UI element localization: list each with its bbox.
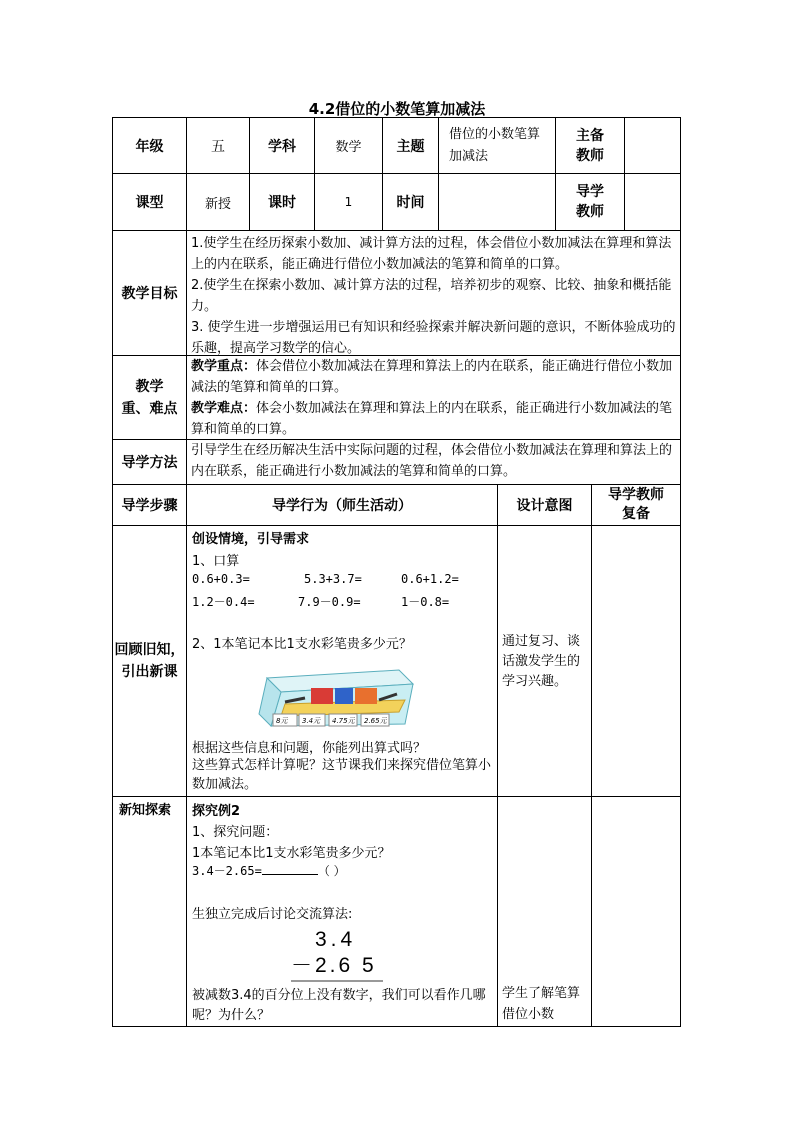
header-prep: 导学教师 复备 [591,484,681,526]
price-tag: 8元 [276,717,288,725]
guide-value-cell [624,173,681,231]
difficult-point-label: 教学难点： [191,401,257,416]
subject-value-cell: 数学 [314,117,383,174]
subject-label-cell: 学科 [249,117,315,174]
teacher-label-cell: 主备 教师 [555,117,625,174]
explore-prep-cell [591,796,681,1027]
explore-design-cell: 学生了解笔算借位小数 [497,796,592,1027]
keypoints-label-cell: 教学 重、难点 [112,355,187,440]
teacher-value-cell [624,117,681,174]
equation-row: 3.4－2.65= （ ） [192,864,346,878]
method-content-cell: 引导学生在经历解决生活中实际问题的过程，体会借位小数加减法在算理和算法上的内在联系，能正确进行小数加减法的笔算和简单的口算。 [186,439,681,485]
review-label-cell: 回顾旧知， 引出新课 [112,525,187,797]
review-content-cell: 创设情境，引导需求 1、口算 0.6+0.3= 5.3+3.7= 0.6+1.2= 1.2－0.4= 7.9－0.9= 1－0.8= 2、1本笔记本比1支水彩笔贵多少元？ 8元 3.4元 4.75元 2.65元 根据这些信息和问题，你能列出算式吗？ 这些算式怎样计算呢？这节课我们来探究借位笔算小数加减法。 [186,525,498,797]
price-tag: 4.75元 [332,717,355,725]
key-point-text: 体会借位小数加减法在算理和算法上的内在联系，能正确进行借位小数加减法的笔算和简单的口算。 [191,359,673,395]
calc-underline [291,980,383,982]
guide-label-cell: 导学 教师 [555,173,625,231]
stationery-display-image [255,664,417,732]
question-item: 2、1本笔记本比1支水彩笔贵多少元？ [192,637,412,652]
page-title: 4.2借位的小数笔算加减法 [308,100,486,118]
type-value-cell: 新授 [186,173,250,231]
key-point-label: 教学重点： [191,359,257,374]
oral-calc-item: 1、口算 [192,554,240,569]
goal-item: 2.使学生在探索小数加、减计算方法的过程，培养初步的观察、比较、抽象和概括能力。 [191,278,672,314]
price-tag: 3.4元 [302,717,321,725]
grade-value-cell: 五 [186,117,250,174]
difficult-point-text: 体会小数加减法在算理和算法上的内在联系，能正确进行小数加减法的笔算和简单的口算。 [191,401,673,437]
review-design-cell: 通过复习、谈话激发学生的学习兴趣。 [497,525,592,797]
goals-label-cell: 教学目标 [112,230,187,356]
goal-item: 3. 使学生进一步增强运用已有知识和经验探索并解决新问题的意识，不断体验成功的乐趣，提高学习数学的信心。 [191,320,676,356]
period-label-cell: 课时 [249,173,315,231]
period-value-cell: 1 [314,173,383,231]
time-label-cell: 时间 [382,173,439,231]
explore-label-cell: 新知探索 [112,796,187,1027]
review-heading: 创设情境，引导需求 [192,532,310,547]
follow-up-intro: 这些算式怎样计算呢？这节课我们来探究借位笔算小数加减法。 [192,758,492,792]
header-design: 设计意图 [497,484,592,526]
discussion-prompt: 生独立完成后讨论交流算法: [192,907,353,922]
vertical-subtraction: 3.4 －2.6 5 [291,927,387,982]
follow-up-question: 根据这些信息和问题，你能列出算式吗？ [192,741,427,756]
goals-content-cell [186,230,681,356]
explore-step: 1、探究问题： [192,825,279,840]
topic-label-cell: 主题 [382,117,439,174]
topic-value-cell: 借位的小数笔算 加减法 [438,117,556,174]
keypoints-content-cell [186,355,681,440]
price-tag: 2.65元 [364,717,387,725]
explore-question: 1本笔记本比1支水彩笔贵多少元？ [192,846,391,861]
answer-blank[interactable] [262,862,318,875]
grade-label-cell: 年级 [112,117,187,174]
type-label-cell: 课型 [112,173,187,231]
header-steps: 导学步骤 [112,484,187,526]
explore-content-cell [186,796,498,1027]
header-actions: 导学行为（师生活动） [186,484,498,526]
time-value-cell [438,173,556,231]
explore-heading: 探究例2 [192,804,241,819]
review-prep-cell [591,525,681,797]
goal-item: 1.使学生在经历探索小数加、减计算方法的过程，体会借位小数加减法在算理和算法上的内在联系，能正确进行借位小数加减法的笔算和简单的口算。 [191,236,672,272]
method-label-cell: 导学方法 [112,439,187,485]
explore-discussion-question: 被减数3.4的百分位上没有数字，我们可以看作几哪呢？为什么？ [192,988,486,1023]
